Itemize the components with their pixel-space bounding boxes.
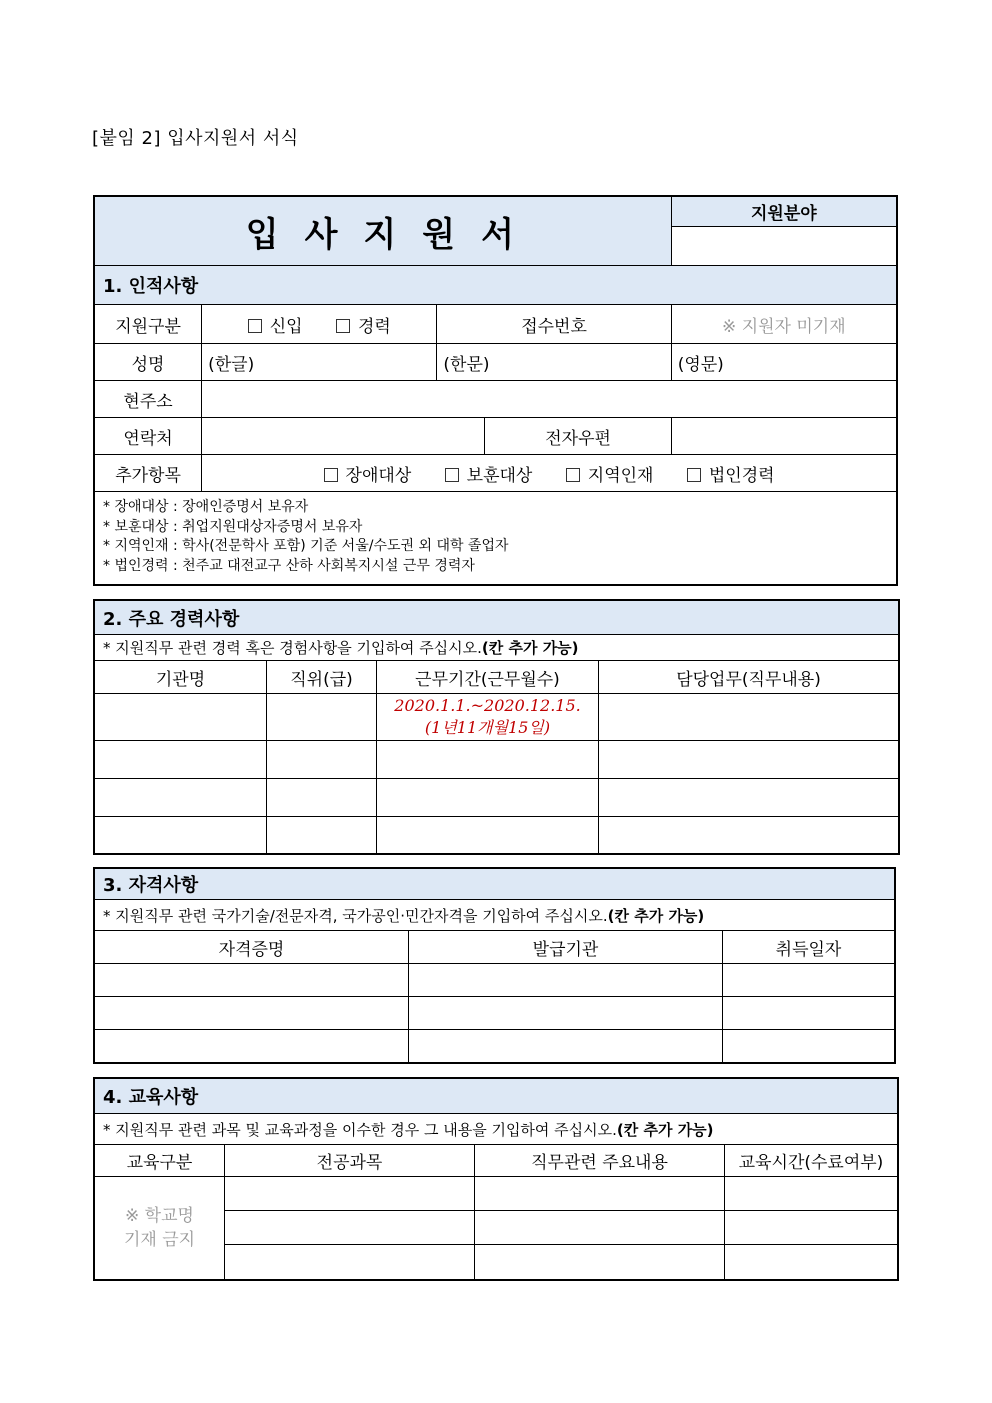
name-hanja-field[interactable]: (한문) xyxy=(437,344,671,381)
checkbox-icon xyxy=(445,468,459,482)
checkbox-icon xyxy=(324,468,338,482)
education-cell[interactable] xyxy=(225,1245,475,1280)
extra-option-corporate[interactable]: 법인경력 xyxy=(687,466,775,486)
license-col-issuer: 발급기관 xyxy=(409,931,723,964)
note-line: * 보훈대상 : 취업지원대상자증명서 보유자 xyxy=(103,518,363,535)
education-col-content: 직무관련 주요내용 xyxy=(475,1145,725,1177)
license-cell[interactable] xyxy=(409,997,723,1030)
section-heading-license: 3. 자격사항 xyxy=(95,869,895,900)
license-cell[interactable] xyxy=(723,997,895,1030)
name-korean-field[interactable]: (한글) xyxy=(202,344,437,381)
extra-options xyxy=(202,455,897,492)
career-cell[interactable] xyxy=(377,741,599,779)
career-table xyxy=(94,600,899,854)
receipt-label: 접수번호 xyxy=(437,305,671,344)
education-cell[interactable] xyxy=(475,1245,725,1280)
name-label: 성명 xyxy=(95,344,202,381)
receipt-note: ※ 지원자 미기재 xyxy=(671,305,896,344)
checkbox-icon xyxy=(687,468,701,482)
checkbox-icon xyxy=(248,319,262,333)
career-col-org: 기관명 xyxy=(95,661,267,694)
career-cell[interactable] xyxy=(95,741,267,779)
license-col-name: 자격증명 xyxy=(95,931,409,964)
career-cell[interactable] xyxy=(267,817,377,854)
name-english-field[interactable]: (영문) xyxy=(671,344,896,381)
section-heading-career: 2. 주요 경력사항 xyxy=(95,601,899,635)
extra-option-local[interactable]: 지역인재 xyxy=(566,466,654,486)
education-cell[interactable] xyxy=(225,1177,475,1211)
note-line: * 지역인재 : 학사(전문학사 포함) 기준 서울/수도권 외 대학 졸업자 xyxy=(103,538,509,554)
education-instruction: * 지원직무 관련 과목 및 교육과정을 이수한 경우 그 내용을 기입하여 주십시오.(칸 추가 가능) xyxy=(95,1114,898,1145)
license-cell[interactable] xyxy=(95,997,409,1030)
address-label: 현주소 xyxy=(95,381,202,418)
apply-type-options xyxy=(202,305,437,344)
education-cell[interactable] xyxy=(725,1177,898,1211)
extra-notes xyxy=(95,492,897,585)
education-col-hours: 교육시간(수료여부) xyxy=(725,1145,898,1177)
contact-label: 연락처 xyxy=(95,418,202,455)
address-field[interactable] xyxy=(202,381,897,418)
education-col-major: 전공과목 xyxy=(225,1145,475,1177)
field-label: 지원분야 xyxy=(671,197,896,227)
apply-type-experienced[interactable]: 경력 xyxy=(336,317,391,337)
career-col-period: 근무기간(근무월수) xyxy=(377,661,599,694)
career-cell[interactable] xyxy=(267,741,377,779)
form-title: 입사지원서 xyxy=(95,197,672,266)
personal-info-table xyxy=(94,196,897,585)
education-col-type: 교육구분 xyxy=(95,1145,225,1177)
extra-option-disability[interactable]: 장애대상 xyxy=(324,466,412,486)
education-cell[interactable] xyxy=(225,1211,475,1245)
checkbox-icon xyxy=(566,468,580,482)
note-line: * 장애대상 : 장애인증명서 보유자 xyxy=(103,499,309,515)
education-cell[interactable] xyxy=(725,1245,898,1280)
career-cell[interactable] xyxy=(599,694,899,741)
career-cell[interactable] xyxy=(95,817,267,854)
license-col-date: 취득일자 xyxy=(723,931,895,964)
license-cell[interactable] xyxy=(409,964,723,997)
education-cell[interactable] xyxy=(475,1211,725,1245)
note-line: * 법인경력 : 천주교 대전교구 산하 사회복지시설 근무 경력자 xyxy=(103,557,475,574)
section-heading-personal: 1. 인적사항 xyxy=(95,266,897,305)
license-cell[interactable] xyxy=(95,1030,409,1063)
education-cell[interactable] xyxy=(475,1177,725,1211)
extra-option-veteran[interactable]: 보훈대상 xyxy=(445,466,533,486)
education-note: ※ 학교명 기재 금지 xyxy=(95,1177,225,1280)
contact-field[interactable] xyxy=(202,418,485,455)
career-instruction: * 지원직무 관련 경력 혹은 경험사항을 기입하여 주십시오.(칸 추가 가능) xyxy=(95,635,899,661)
apply-type-label: 지원구분 xyxy=(95,305,202,344)
email-label: 전자우편 xyxy=(485,418,671,455)
license-instruction: * 지원직무 관련 국가기술/전문자격, 국가공인·민간자격을 기입하여 주십시오.(칸 추가 가능) xyxy=(95,900,895,931)
education-table xyxy=(94,1078,898,1280)
career-col-position: 직위(급) xyxy=(267,661,377,694)
career-cell[interactable] xyxy=(95,779,267,817)
career-example-period[interactable]: 2020.1.1.~2020.12.15. (1년11개월15일) xyxy=(377,694,599,741)
career-cell[interactable] xyxy=(599,741,899,779)
extra-label: 추가항목 xyxy=(95,455,202,492)
career-cell[interactable] xyxy=(377,779,599,817)
license-cell[interactable] xyxy=(723,964,895,997)
career-cell[interactable] xyxy=(599,779,899,817)
career-cell[interactable] xyxy=(267,779,377,817)
email-field[interactable] xyxy=(671,418,896,455)
section-heading-education: 4. 교육사항 xyxy=(95,1079,898,1114)
license-table xyxy=(94,868,895,1063)
license-cell[interactable] xyxy=(95,964,409,997)
education-cell[interactable] xyxy=(725,1211,898,1245)
career-cell[interactable] xyxy=(95,694,267,741)
checkbox-icon xyxy=(336,319,350,333)
career-cell[interactable] xyxy=(377,817,599,854)
career-col-duty: 담당업무(직무내용) xyxy=(599,661,899,694)
license-cell[interactable] xyxy=(723,1030,895,1063)
career-cell[interactable] xyxy=(267,694,377,741)
career-cell[interactable] xyxy=(599,817,899,854)
license-cell[interactable] xyxy=(409,1030,723,1063)
apply-type-new[interactable]: 신입 xyxy=(248,317,303,337)
attachment-title: [붙임 2] 입사지원서 서식 xyxy=(92,128,299,149)
field-input[interactable] xyxy=(671,227,896,266)
